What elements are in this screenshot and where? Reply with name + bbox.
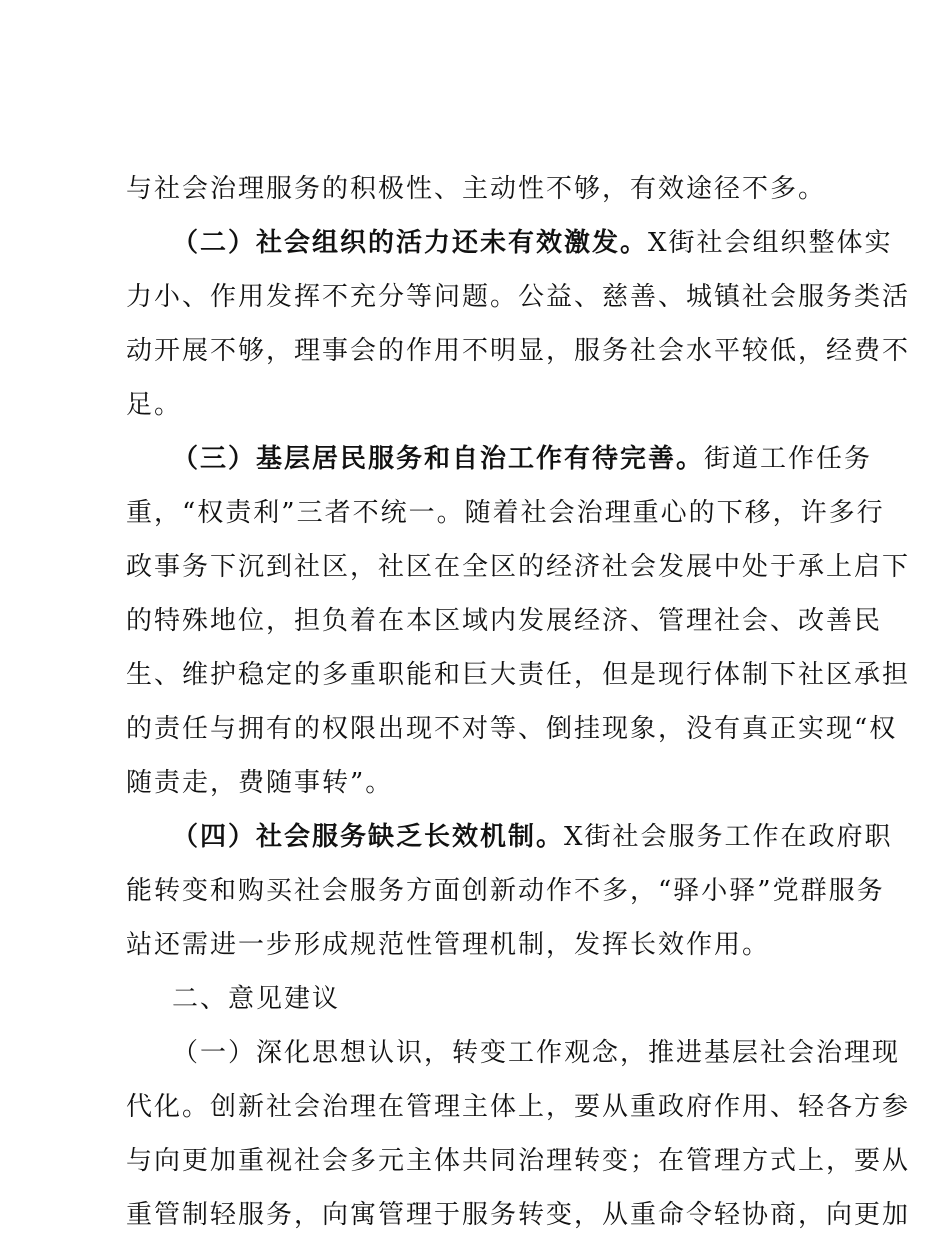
section-heading: 二、意见建议 [172,984,341,1014]
paragraph-line: 重管制轻服务，向寓管理于服务转变，从重命令轻协商，向更加 [126,1200,911,1230]
section-title: （四）社会服务缺乏长效机制。 [172,822,565,852]
paragraph-line: 生、维护稳定的多重职能和巨大责任，但是现行体制下社区承担 [126,660,911,690]
paragraph-text: 街道工作任务 [704,444,873,474]
paragraph-line: 的特殊地位，担负着在本区域内发展经济、管理社会、改善民 [126,606,883,636]
paragraph-line [126,810,893,864]
paragraph-line: 站还需进一步形成规范性管理机制，发挥长效作用。 [126,930,771,960]
paragraph-text: X街社会服务工作在政府职 [564,822,893,852]
paragraph-line: 随责走，费随事转”。 [126,768,394,798]
paragraph-line: 能转变和购买社会服务方面创新动作不多，“驿小驿”党群服务 [126,876,885,906]
paragraph-line [126,216,893,270]
paragraph-line: 代化。创新社会治理在管理主体上，要从重政府作用、轻各方参 [126,1092,911,1122]
paragraph-line: 的责任与拥有的权限出现不对等、倒挂现象，没有真正实现“权 [126,714,898,744]
paragraph-line: 动开展不够，理事会的作用不明显，服务社会水平较低，经费不 [126,336,911,366]
paragraph-line: 重，“权责利”三者不统一。随着社会治理重心的下移，许多行 [126,498,885,528]
document-body [126,162,911,1242]
paragraph-line: 足。 [126,390,183,420]
paragraph-line: 与社会治理服务的积极性、主动性不够，有效途径不多。 [126,174,827,204]
paragraph-line: （一）深化思想认识，转变工作观念，推进基层社会治理现 [172,1038,901,1068]
section-title: （二）社会组织的活力还未有效激发。 [172,228,649,258]
section-title: （三）基层居民服务和自治工作有待完善。 [172,444,705,474]
paragraph-line: 与向更加重视社会多元主体共同治理转变；在管理方式上，要从 [126,1146,911,1176]
paragraph-line: 力小、作用发挥不充分等问题。公益、慈善、城镇社会服务类活 [126,282,911,312]
paragraph-line: 政事务下沉到社区，社区在全区的经济社会发展中处于承上启下 [126,552,911,582]
paragraph-text: X街社会组织整体实 [648,228,893,258]
paragraph-line [126,432,873,486]
